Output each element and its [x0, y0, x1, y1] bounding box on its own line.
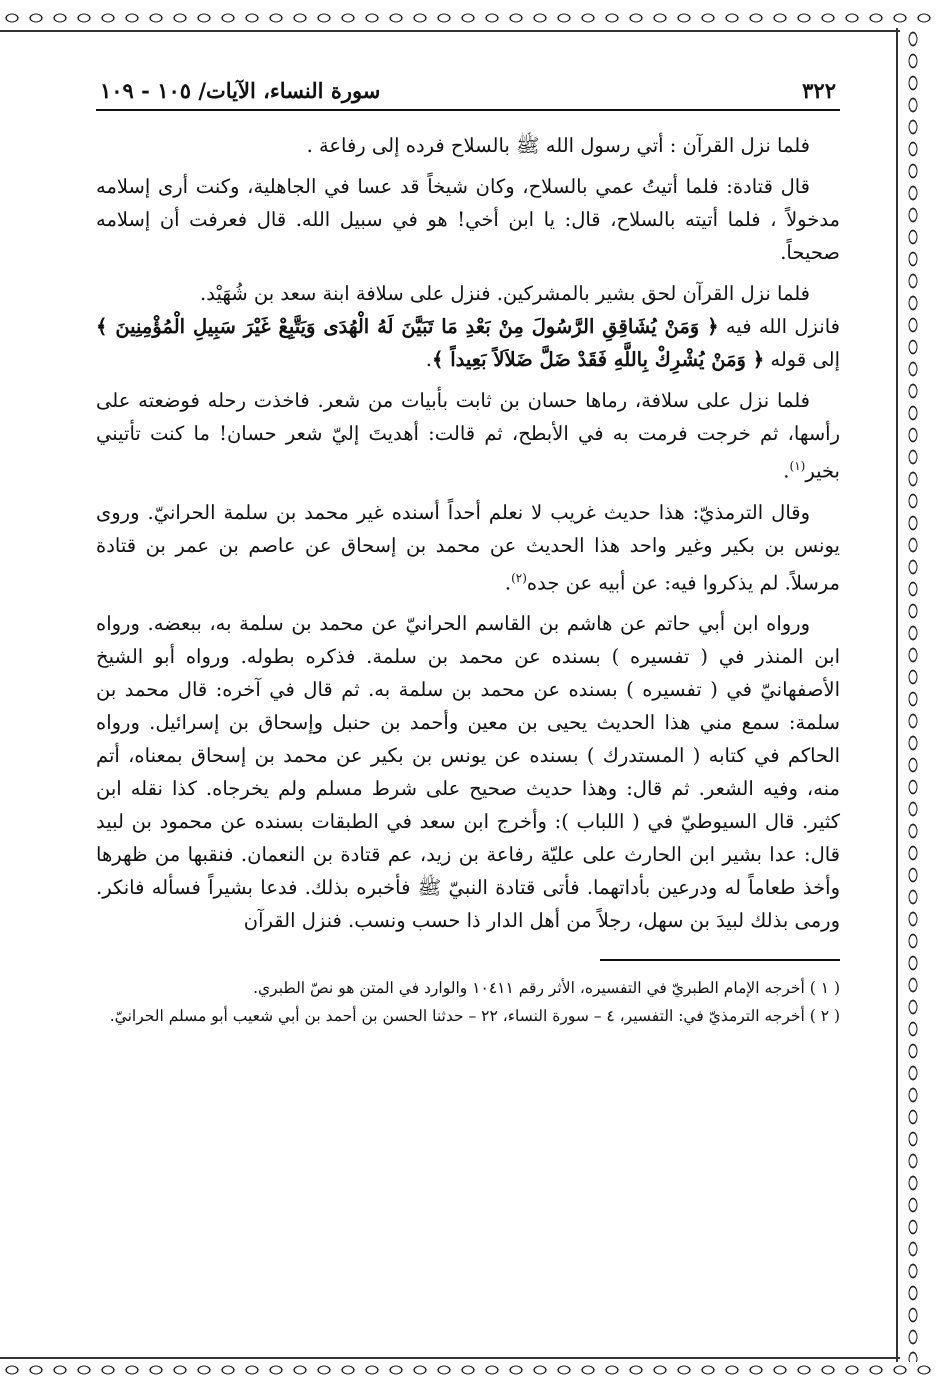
quran-verse-1: ﴿ وَمَنْ يُشَاقِقِ الرَّسُولَ مِنْ بَعْدِ مَا تَبَيَّنَ لَهُ الْهُدَى وَيَتَّبِعْ غَيْرَ سَبِيلِ الْمُؤْمِنِينَ ﴾: [96, 315, 719, 338]
paragraph-2: قال قتادة: فلما أتيتُ عمي بالسلاح، وكان شيخاً قد عسا في الجاهلية، وكنت أرى إسلامه مدخولاً ، فلما أتيته بالسلاح، قال: يا ابن أخي! هو في سبيل الله. قال فعرفت أن إسلامه صحيحاً.: [96, 175, 840, 264]
footnote-ref-2[interactable]: (٢): [511, 570, 527, 585]
header-rule: [96, 109, 840, 111]
verse-intro: فانزل الله فيه: [725, 315, 841, 338]
paragraph-3: فلما نزل القرآن لحق بشير بالمشركين. فنزل على سلافة ابنة سعد بن شُهَيْد.: [200, 282, 810, 305]
paragraph-tirmidhi: [96, 496, 840, 600]
footnote-ref-1[interactable]: (١): [789, 459, 806, 473]
right-ornamental-border: [901, 28, 925, 1362]
footnote-rule: [600, 959, 840, 961]
paragraph-tirmidhi-text: وقال الترمذيّ: هذا حديث غريب لا نعلم أحداً أسنده غير محمد بن سلمة الحرانيّ. وروى يونس بن بكير وغير واحد هذا الحديث عن محمد بن إسحاق عن عاصم بن عمر بن قتادة مرسلاً. لم يذكروا فيه: عن أبيه عن جده: [96, 500, 840, 594]
page-number: ٣٢٢: [802, 78, 836, 103]
bottom-ornamental-border: [0, 1360, 939, 1380]
paragraph-rhla-end: .: [783, 459, 790, 483]
paragraph-3-block: [96, 277, 840, 376]
section-title: سورة النساء، الآيات/ ١٠٥ - ١٠٩: [100, 78, 381, 103]
book-page: [96, 78, 840, 1031]
verse-paragraph: [96, 310, 840, 376]
right-border-line: [896, 28, 898, 1362]
quran-verse-2: ﴿ وَمَنْ يُشْرِكْ بِاللَّهِ فَقَدْ ضَلَّ ضَلاَلاً بَعِيداً ﴾: [432, 348, 765, 371]
bottom-border-line: [0, 1357, 900, 1359]
running-head: [96, 78, 840, 107]
verse-middle: إلى قوله: [770, 348, 840, 371]
top-ornamental-border: [0, 8, 939, 28]
top-border-line: [0, 30, 900, 32]
paragraph-long: ورواه ابن أبي حاتم عن هاشم بن القاسم الحرانيّ عن محمد بن سلمة به، ببعضه. ورواه ابن المنذر في ( تفسيره ) بسنده عن محمد بن سلمة. فذكره بطوله. ورواه أبو الشيخ الأصفهانيّ في ( تفسيره ) بسنده عن محمد بن سلمة به. ثم قال في آخره: قال محمد بن سلمة: سمع مني هذا الحديث يحيى بن معين وأحمد بن حنبل وإسحاق بن إسرائيل. ورواه الحاكم في كتابه ( المستدرك ) بسنده عن يونس بن بكير عن محمد بن إسحاق بمعناه، أتم منه، وفيه الشعر. ثم قال: وهذا حديث صحيح على شرط مسلم ولم يخرجاه. كذا نقله ابن كثير. قال السيوطيّ في ( اللباب ): وأخرج ابن سعد في الطبقات بسنده عن محمود بن لبيد قال: عدا بشير ابن الحارث على عليّة رفاعة بن زيد، عم قتادة بن النعمان. فنقبها من ظهرها وأخذ طعاماً له ودرعين بأداتهما. فأتى قتادة النبيّ ﷺ فأخبره بذلك. فدعا بشيراً فسأله فانكر. ورمى بذلك لبيدَ بن سهل، رجلاً من أهل الدار ذا حسب ونسب. فنزل القرآن: [96, 612, 840, 932]
paragraph-1: فلما نزل القرآن : أتي رسول الله ﷺ بالسلاح فرده إلى رفاعة .: [306, 134, 810, 157]
paragraph-tirmidhi-end: .: [504, 571, 512, 594]
paragraph-rhla: [96, 384, 840, 488]
verse-end: .: [425, 348, 432, 371]
footnote-2: ( ٢ ) أخرجه الترمذيّ في: التفسير، ٤ – سورة النساء، ٢٢ – حدثنا الحسن بن أحمد بن أبي شعيب أبو مسلم الحرانيّ.: [109, 1007, 840, 1025]
paragraph-rhla-text: فلما نزل على سلافة، رماها حسان بن ثابت بأبيات من شعر. فاخذت رحله فوضعته على رأسها، ثم خرجت فرمت به في الأبطح، ثم قالت: أهديتَ إليّ شعر حسان! ما كنت تأتيني بخير: [96, 389, 840, 483]
footnote-1: ( ١ ) أخرجه الإمام الطبريّ في التفسيره، الأثر رقم ١٠٤١١ والوارد في المتن هو نصّ الطبري.: [253, 979, 840, 997]
